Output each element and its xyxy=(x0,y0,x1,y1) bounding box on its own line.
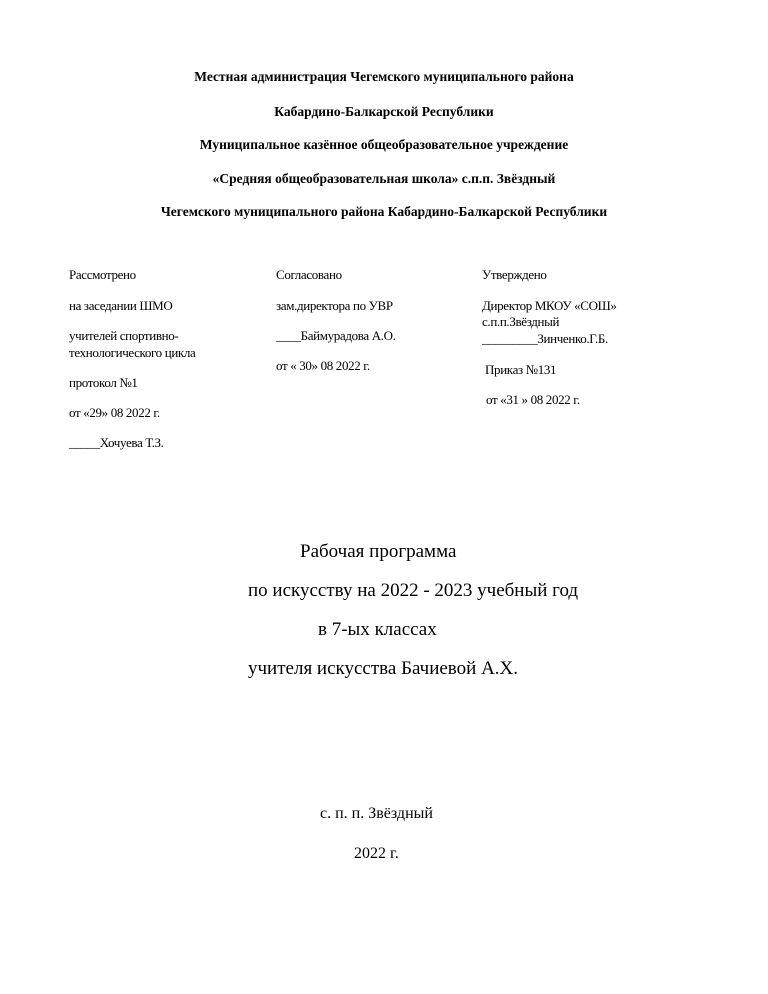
title-line-2: по искусству на 2022 - 2023 учебный год xyxy=(248,580,579,601)
approved-signature: _________Зинченко.Г.Б. xyxy=(482,331,608,346)
agreed-date: от « 30» 08 2022 г. xyxy=(276,358,370,373)
agreed-position: зам.директора по УВР xyxy=(276,298,393,313)
footer-year: 2022 г. xyxy=(354,845,399,862)
header-line-4: «Средняя общеобразовательная школа» с.п.п. Звёздный xyxy=(212,171,556,186)
header-line-2: Кабардино-Балкарской Республики xyxy=(274,104,494,119)
header-line-5: Чегемского муниципального района Кабардино-Балкарской Республики xyxy=(160,204,608,219)
title-line-3: в 7-ых классах xyxy=(318,619,437,640)
header-line-1: Местная администрация Чегемского муниципального района xyxy=(194,69,574,84)
approved-heading: Утверждено xyxy=(482,267,547,282)
header-line-3: Муниципальное казённое общеобразовательное учреждение xyxy=(199,137,569,152)
title-line-4: учителя искусства Бачиевой А.Х. xyxy=(248,658,519,679)
reviewed-meeting: на заседании ШМО xyxy=(69,298,173,313)
agreed-signature: ____Баймурадова А.О. xyxy=(276,328,396,343)
agreed-heading: Согласовано xyxy=(276,267,342,282)
title-line-1: Рабочая программа xyxy=(300,541,457,562)
reviewed-date: от «29» 08 2022 г. xyxy=(69,405,160,420)
reviewed-signature: _____Хочуева Т.З. xyxy=(69,435,164,450)
reviewed-heading: Рассмотрено xyxy=(69,267,136,282)
reviewed-protocol: протокол №1 xyxy=(69,375,138,390)
reviewed-teachers-line2: технологического цикла xyxy=(69,345,196,360)
approved-date: от «31 » 08 2022 г. xyxy=(486,392,580,407)
footer-place: с. п. п. Звёздный xyxy=(320,805,433,822)
approved-position-line2: с.п.п.Звёздный xyxy=(482,314,560,329)
reviewed-teachers-line1: учителей спортивно- xyxy=(69,328,179,343)
approved-position-line1: Директор МКОУ «СОШ» xyxy=(482,298,617,313)
approved-order: Приказ №131 xyxy=(485,362,557,377)
